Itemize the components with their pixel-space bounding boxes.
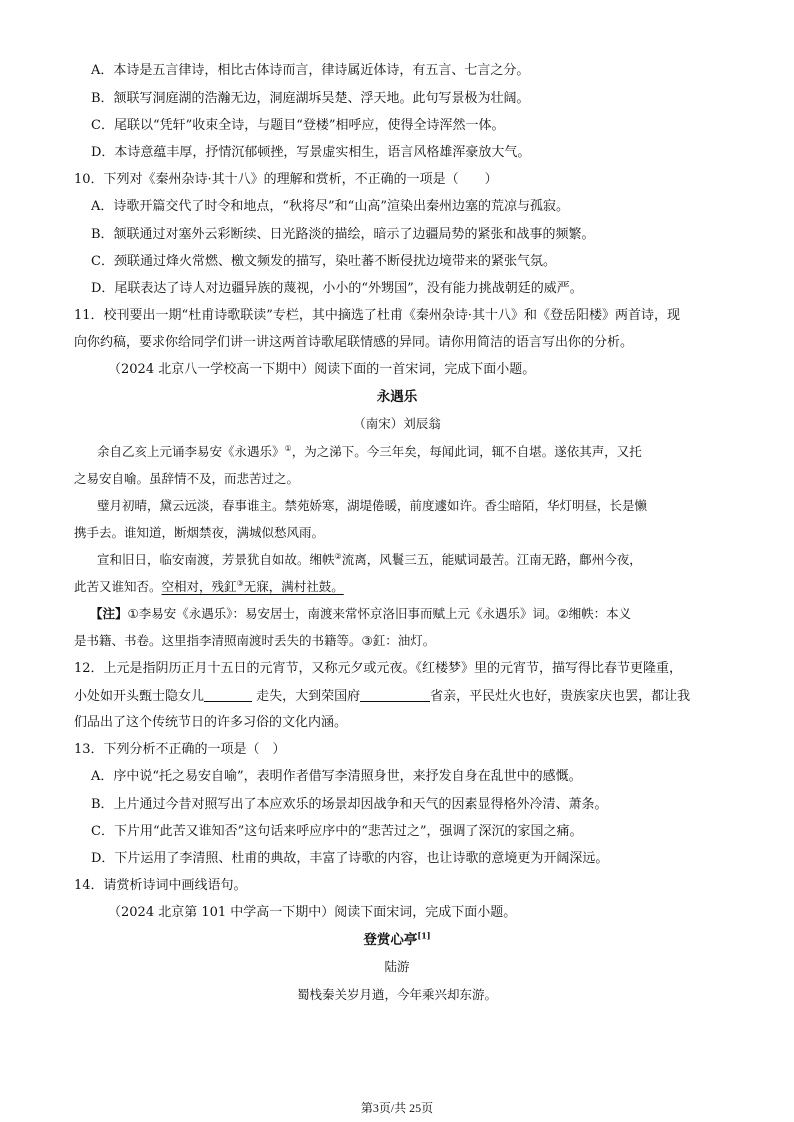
q13-option-c: C．下片用“此苦又谁知否”这句话来呼应序中的“悲苦过之”，强调了深沉的家国之痛。 <box>91 824 583 839</box>
note-label: 【注】 <box>90 606 128 621</box>
page-footer: 第3页/共 25页 <box>360 1101 434 1115</box>
q13-option-d: D．下片运用了李清照、杜甫的典故，丰富了诗歌的内容，也让诗歌的意境更为开阔深远。 <box>91 851 609 866</box>
option-d: D．本诗意蕴丰厚，抒情沉郁顿挫，写景虚实相生，语言风格雄浑豪放大气。 <box>91 145 531 160</box>
q10-option-c: C．颈联通过烽火常燃、檄文频发的描写，染吐蕃不断侵扰边境带来的紧张气氛。 <box>91 254 556 269</box>
question-12-line3: 们品出了这个传统节日的许多习俗的文化内涵。 <box>74 715 348 730</box>
q13-option-b: B．上片通过今昔对照写出了本应欢乐的场景却因战争和天气的因素显得格外冷清、萧条。 <box>91 797 608 812</box>
poem1-stanza2-line2: 此苦又谁知否。空相对，残釭③无寐，满村社鼓。 <box>74 578 344 594</box>
q10-option-b: B．颔联通过对塞外云彩断续、日光路淡的描绘，暗示了边疆局势的紧张和战事的频繁。 <box>91 227 595 242</box>
fill-blank-1[interactable] <box>204 687 252 702</box>
poem1-title: 永遇乐 <box>376 389 418 405</box>
title-note-marker: [1] <box>417 930 431 941</box>
poem1-preface-line1: 余自乙亥上元诵李易安《永遇乐》①，为之涕下。今三年矣，每闻此词，辄不自堪。遂依其声，又托 <box>97 443 642 459</box>
poem1-stanza2-line1: 宣和旧日，临安南渡，芳景犹自如故。缃帙②流离，风鬟三五，能赋词最苦。江南无路，鄜州今夜， <box>97 551 642 567</box>
poem1-stanza1-line1: 璧月初晴，黛云远淡，春事谁主。禁苑娇寒，湖堤倦暖，前度遽如许。香尘暗陌，华灯明昼，长是懒 <box>97 498 648 513</box>
note-marker-2: ② <box>334 551 342 561</box>
question-12-line2: 小处如开头甄士隐女儿 走失，大到荣国府 省亲，平民灶火也好，贵族家庆也罢，都让我 <box>74 689 691 704</box>
option-b: B．颔联写洞庭湖的浩瀚无边，洞庭湖坼吴楚、浮天地。此句写景极为壮阔。 <box>91 91 530 106</box>
underlined-verse: 空相对，残釭③无寐，满村社鼓。 <box>161 578 344 594</box>
poem1-notes-line2: 是书籍、书卷。这里指李清照南渡时丢失的书籍等。③釭：油灯。 <box>74 633 436 648</box>
question-13-stem: 13．下列分析不正确的一项是（ ） <box>74 742 286 757</box>
fill-blank-2[interactable] <box>360 687 430 702</box>
question-11-line1: 11．校刊要出一期“杜甫诗歌联读”专栏，其中摘选了杜甫《秦州杂诗·其十八》和《登岳阳楼》两首诗，现 <box>74 308 680 323</box>
poem1-author: （南宋）刘辰翁 <box>353 416 441 431</box>
question-11-line2: 向你约稿，要求你给同学们讲一讲这两首诗歌尾联情感的异同。请你用简洁的语言写出你的分析。 <box>74 335 634 350</box>
q10-option-d: D．尾联表达了诗人对边疆异族的蔑视，小小的“外甥国”，没有能力挑战朝廷的威严。 <box>91 281 583 296</box>
question-14: 14．请赏析诗词中画线语句。 <box>74 878 247 893</box>
option-a: A．本诗是五言律诗，相比古体诗而言，律诗属近体诗，有五言、七言之分。 <box>91 63 530 78</box>
note-marker-1: ① <box>284 443 292 453</box>
poem1-preface-line2: 之易安自喻。虽辞情不及，而悲苦过之。 <box>74 471 300 486</box>
question-10-stem: 10．下列对《秦州杂诗·其十八》的理解和赏析，不正确的一项是（ ） <box>74 172 498 187</box>
option-c: C．尾联以“凭轩”收束全诗，与题目“登楼”相呼应，使得全诗浑然一体。 <box>91 118 505 133</box>
q13-option-a: A．序中说“托之易安自喻”，表明作者借写李清照身世，来抒发自身在乱世中的感慨。 <box>91 769 582 784</box>
q10-option-a: A．诗歌开篇交代了时令和地点，“秋将尽”和“山高”渲染出秦州边塞的荒凉与孤寂。 <box>91 199 569 214</box>
poem2-author: 陆游 <box>384 959 410 974</box>
note-marker-3: ③ <box>236 578 244 588</box>
poem1-notes-line1: 【注】①李易安《永遇乐》：易安居士，南渡来常怀京洛旧事而赋上元《永遇乐》词。②缃帙：本义 <box>90 606 632 621</box>
question-12-line1: 12．上元是指阴历正月十五日的元宵节，又称元夕或元夜。《红楼梦》里的元宵节，描写得比春节更隆重， <box>74 661 683 676</box>
source-note-1: （2024 北京八一学校高一下期中）阅读下面的一首宋词，完成下面小题。 <box>108 362 536 377</box>
poem2-line1: 蜀栈秦关岁月遒，今年乘兴却东游。 <box>296 987 497 1002</box>
poem2-title: 登赏心亭[1] <box>363 930 431 948</box>
poem1-stanza1-line2: 携手去。谁知道，断烟禁夜，满城似愁风雨。 <box>74 525 325 540</box>
source-note-2: （2024 北京第 101 中学高一下期中）阅读下面宋词，完成下面小题。 <box>108 905 517 920</box>
